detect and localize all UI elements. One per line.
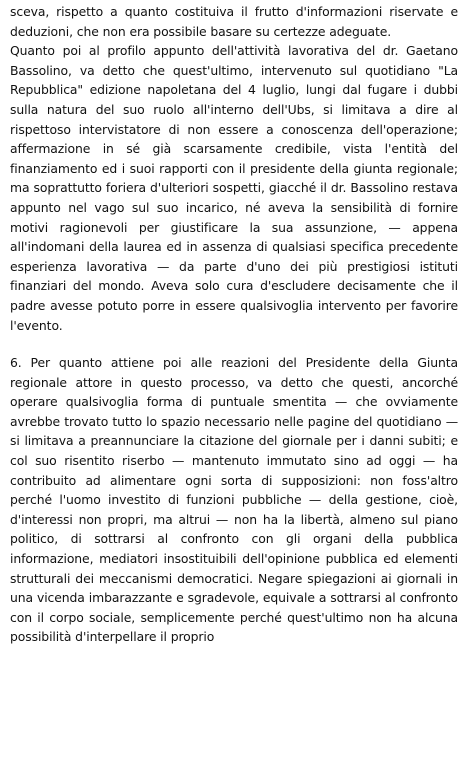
paragraph-1: sceva, rispetto a quanto costituiva il frutto d'informazioni riservate e deduzioni, che non era possibile basare su certezze adeguate.	[10, 4, 458, 39]
document-text	[10, 2, 458, 647]
paragraph-2: Quanto poi al profilo appunto dell'attività lavorativa del dr. Gaetano Bassolino, va detto che quest'ultimo, intervenuto sul quotidiano "La Repubblica" edizione napoletana del 4 luglio, lungi dal fugare i dubbi sulla natura del suo ruolo all'interno dell'Ubs, si limitava a dire al rispettoso intervistatore di non essere a conoscenza dell'operazione; affermazione in sé già scarsamente credibile, vista l'entità del finanziamento ed i suoi rapporti con il presidente della giunta regionale; ma soprattutto foriera d'ulteriori sospetti, giacché il dr. Bassolino restava appunto nel vago sul suo incarico, né aveva la sensibilità di fornire motivi ragionevoli per giustificare la sua assunzione, — appena all'indomani della laurea ed in assenza di qualsiasi specifica precedente esperienza lavorativa — da parte d'uno dei più prestigiosi istituti finanziari del mondo. Aveva solo cura d'escludere decisamente che il padre avesse potuto porre in essere qualsivoglia intervento per favorire l'evento.	[10, 43, 458, 333]
paragraph-3: 6. Per quanto attiene poi alle reazioni del Presidente della Giunta regionale attore in questo processo, va detto che questi, ancorché operare qualsivoglia forma di puntuale smentita — che ovviamente avrebbe trovato tutto lo spazio necessario nelle pagine del quotidiano — si limitava a preannunciare la citazione del giornale per i danni subiti; e col suo risentito riserbo — mantenuto immutato sino ad oggi — ha contribuito ad alimentare ogni sorta di supposizioni: non foss'altro perché l'uomo investito di funzioni pubbliche — della gestione, cioè, d'interessi non propri, ma altrui — non ha la libertà, almeno sul piano politico, di sottrarsi al confronto con gli organi della pubblica informazione, mediatori insostituibili dell'opinione pubblica ed elementi strutturali dei meccanismi democratici. Negare spiegazioni ai giornali in una vicenda imbarazzante e sgradevole, equivale a sottrarsi al confronto con il corpo sociale, semplicemente perché quest'ultimo non ha alcuna possibilità d'interpellare il proprio	[10, 355, 458, 645]
